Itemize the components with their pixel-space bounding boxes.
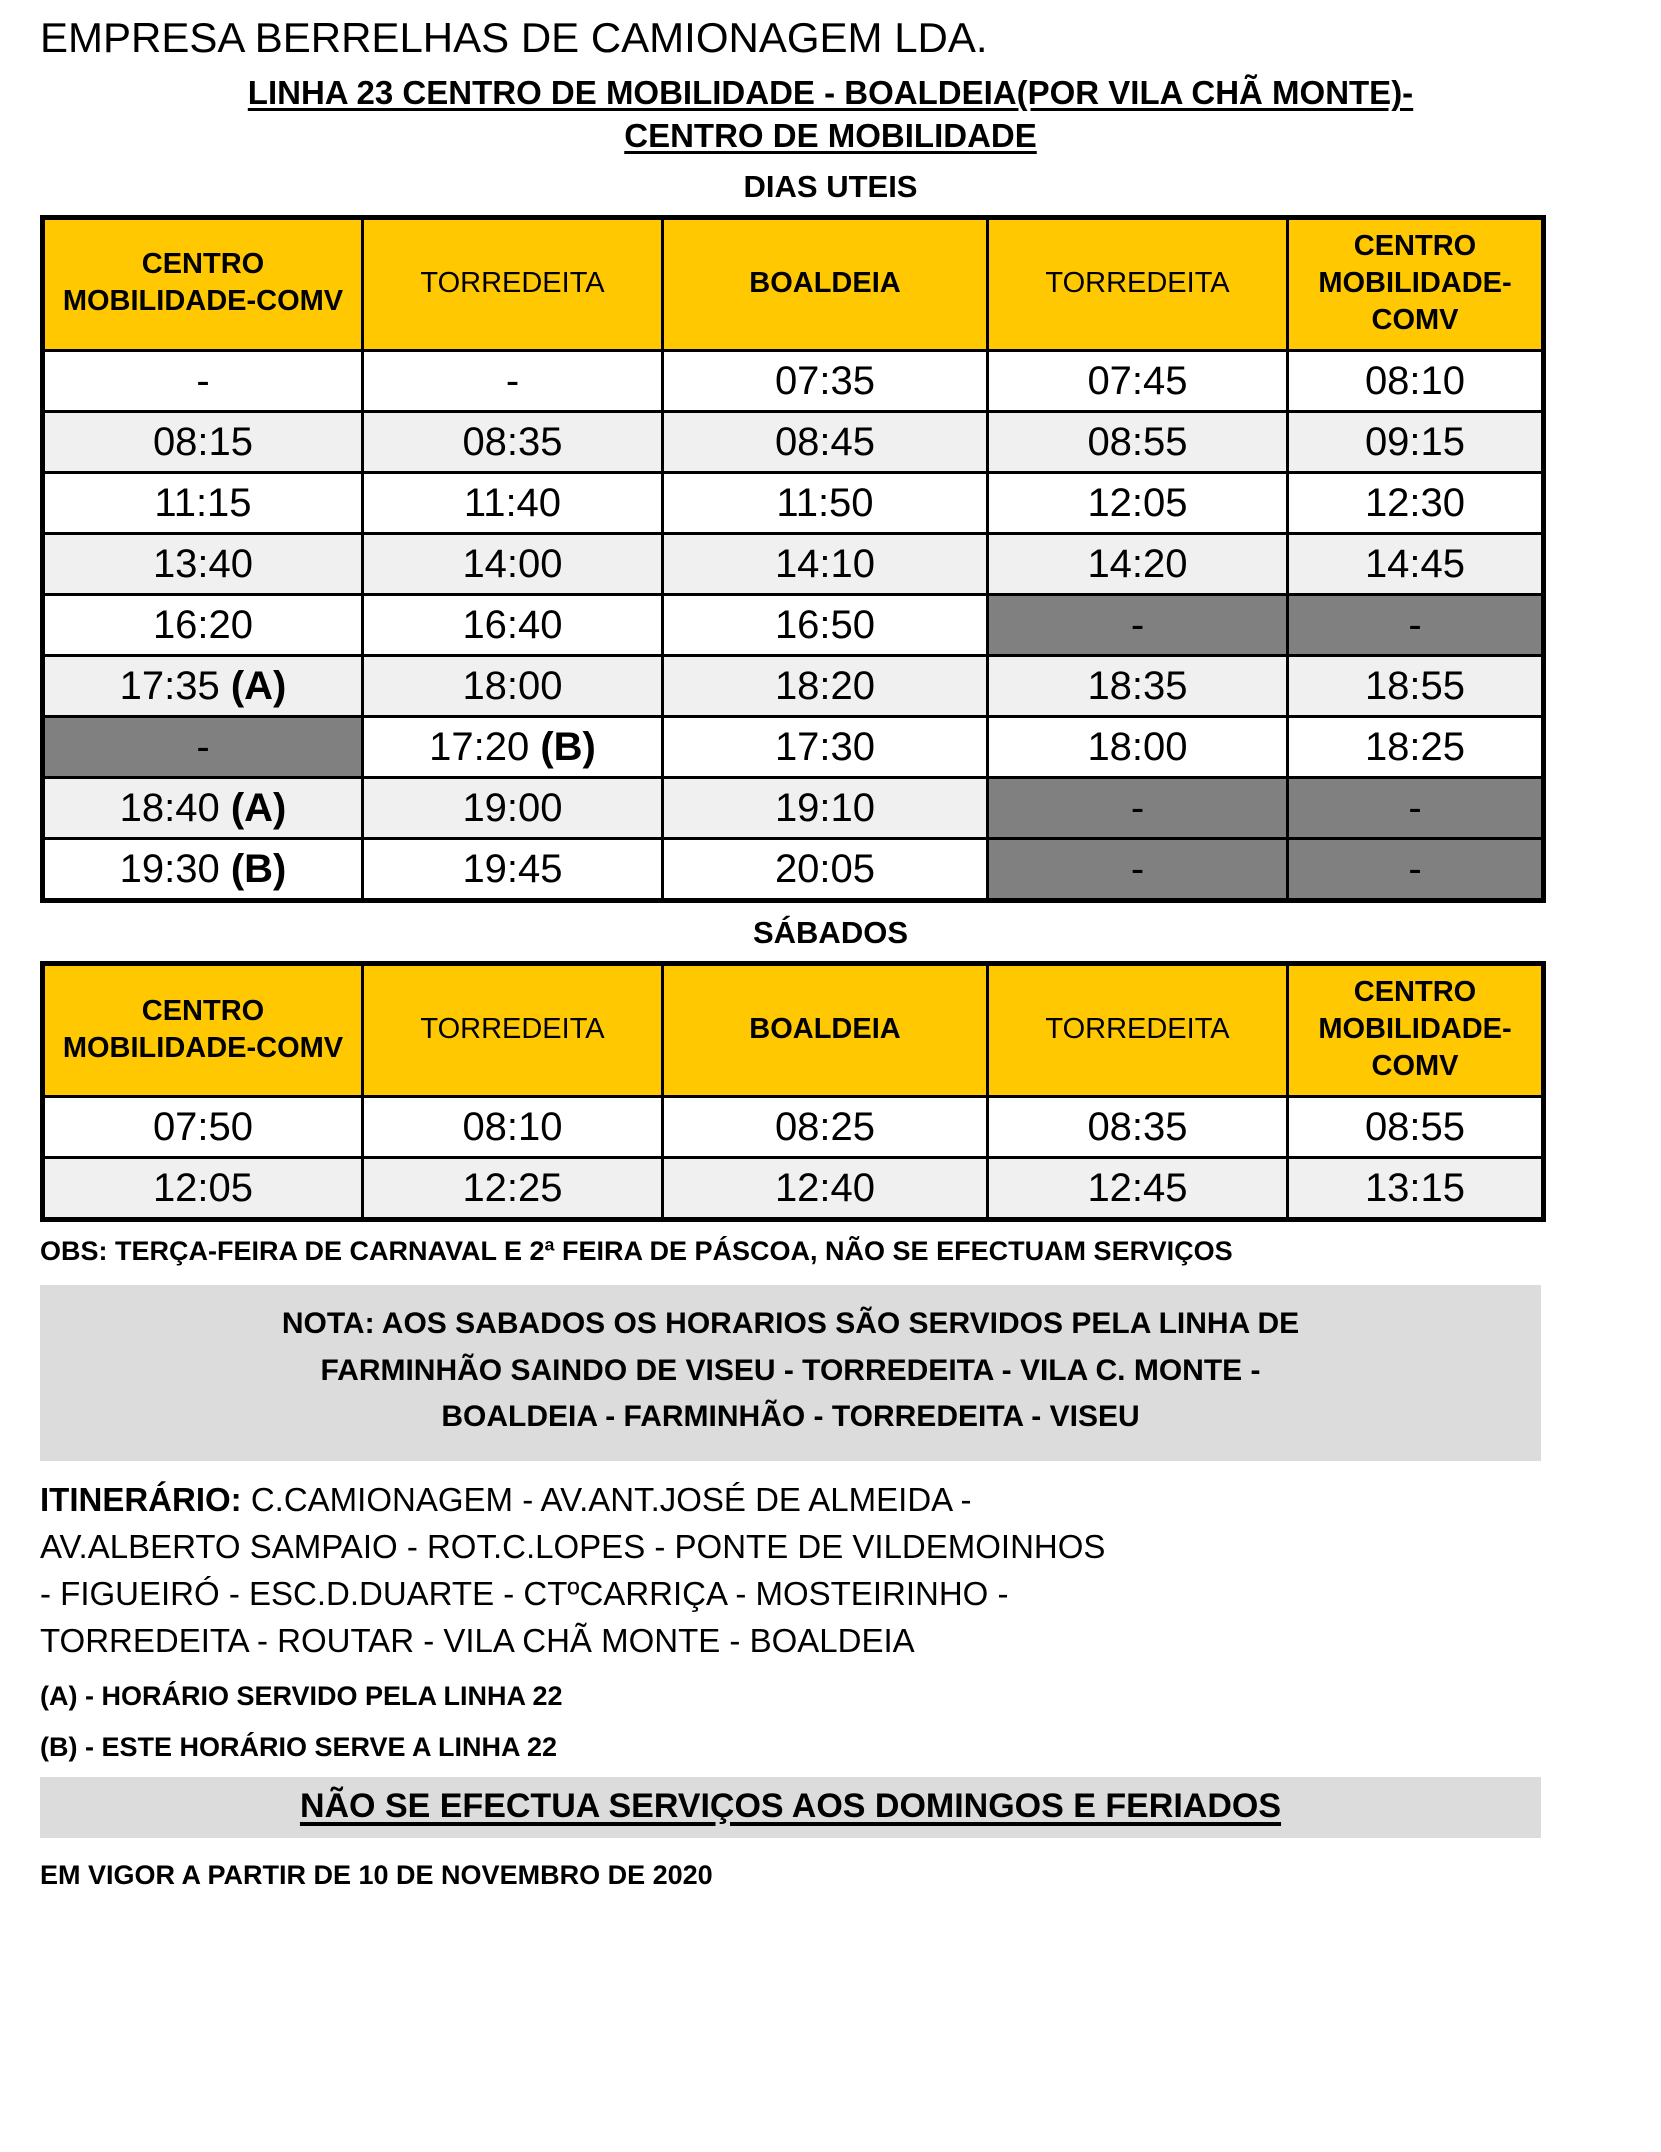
weekday-cell-r7-c0 [43, 778, 363, 839]
weekday-cell-r1-c0: 08:15 [43, 412, 363, 473]
weekday-cell-r7-c2: 19:10 [663, 778, 988, 839]
table-row [43, 656, 1544, 717]
weekday-cell-r7-c3: - [988, 778, 1288, 839]
observation-note: OBS: TERÇA-FEIRA DE CARNAVAL E 2ª FEIRA DE PÁSCOA, NÃO SE EFECTUAM SERVIÇOS [40, 1236, 1233, 1267]
weekday-cell-r5-c4: 18:55 [1288, 656, 1544, 717]
itinerary-line-1 [40, 1477, 1621, 1524]
weekday-cell-r6-c2: 17:30 [663, 717, 988, 778]
nota-block [40, 1285, 1541, 1461]
page-title-line-1: LINHA 23 CENTRO DE MOBILIDADE - BOALDEIA(POR VILA CHÃ MONTE)- [247, 74, 1414, 112]
weekday-cell-r8-c1: 19:45 [363, 839, 663, 901]
weekday-cell-r6-c0: - [43, 717, 363, 778]
weekday-cell-r5-c0 [43, 656, 363, 717]
weekday-cell-r0-c4: 08:10 [1288, 351, 1544, 412]
service-tag: (B) [230, 846, 287, 891]
legend-block [40, 1680, 1621, 1763]
weekday-cell-r8-c0 [43, 839, 363, 901]
weekday-cell-r6-c3: 18:00 [988, 717, 1288, 778]
weekday-column-header-4: CENTRO MOBILIDADE-COMV [1288, 217, 1544, 350]
saturday-cell-r0-c3: 08:35 [988, 1097, 1288, 1158]
weekday-cell-r5-c2: 18:20 [663, 656, 988, 717]
page-title [40, 72, 1621, 156]
table-row [43, 412, 1544, 473]
saturday-cell-r1-c4: 13:15 [1288, 1158, 1544, 1220]
table-row [43, 351, 1544, 412]
weekday-cell-r1-c3: 08:55 [988, 412, 1288, 473]
service-tag: (A) [230, 785, 287, 830]
weekday-cell-r3-c3: 14:20 [988, 534, 1288, 595]
weekday-cell-r5-c3: 18:35 [988, 656, 1288, 717]
weekday-cell-r6-c4: 18:25 [1288, 717, 1544, 778]
weekday-cell-r1-c4: 09:15 [1288, 412, 1544, 473]
weekday-cell-r3-c2: 14:10 [663, 534, 988, 595]
nota-line-2: FARMINHÃO SAINDO DE VISEU - TORREDEITA - VILA C. MONTE - [320, 1353, 1261, 1387]
weekday-column-header-2: BOALDEIA [663, 217, 988, 350]
weekday-cell-r1-c1: 08:35 [363, 412, 663, 473]
saturday-body [43, 1097, 1544, 1220]
saturday-column-header-4: CENTRO MOBILIDADE-COMV [1288, 964, 1544, 1097]
nota-line-3: BOALDEIA - FARMINHÃO - TORREDEITA - VISEU [441, 1400, 1140, 1434]
weekday-cell-r4-c0: 16:20 [43, 595, 363, 656]
itinerary-line-3: - FIGUEIRÓ - ESC.D.DUARTE - CTºCARRIÇA - MOSTEIRINHO - [40, 1574, 1009, 1612]
saturday-cell-r1-c2: 12:40 [663, 1158, 988, 1220]
table-row [43, 778, 1544, 839]
weekday-cell-r4-c2: 16:50 [663, 595, 988, 656]
table-row [43, 839, 1544, 901]
weekday-column-header-1: TORREDEITA [363, 217, 663, 350]
weekday-cell-r3-c0: 13:40 [43, 534, 363, 595]
weekday-cell-r3-c1: 14:00 [363, 534, 663, 595]
weekday-column-header-0: CENTRO MOBILIDADE-COMV [43, 217, 363, 350]
service-tag: (A) [230, 663, 287, 708]
saturday-header-row [43, 964, 1544, 1097]
weekday-cell-r3-c4: 14:45 [1288, 534, 1544, 595]
saturday-column-header-1: TORREDEITA [363, 964, 663, 1097]
weekday-cell-r6-c1 [363, 717, 663, 778]
time-value: 19:30 [119, 846, 231, 891]
weekday-section-label: DIAS UTEIS [743, 168, 918, 204]
weekday-cell-r4-c4: - [1288, 595, 1544, 656]
weekday-body [43, 351, 1544, 901]
weekday-column-header-3: TORREDEITA [988, 217, 1288, 350]
saturday-cell-r0-c2: 08:25 [663, 1097, 988, 1158]
weekday-cell-r8-c2: 20:05 [663, 839, 988, 901]
saturday-cell-r0-c0: 07:50 [43, 1097, 363, 1158]
table-row [43, 1158, 1544, 1220]
weekday-header-row [43, 217, 1544, 350]
weekday-cell-r7-c4: - [1288, 778, 1544, 839]
saturday-cell-r1-c1: 12:25 [363, 1158, 663, 1220]
weekday-cell-r1-c2: 08:45 [663, 412, 988, 473]
validity-text: EM VIGOR A PARTIR DE 10 DE NOVEMBRO DE 2020 [40, 1860, 713, 1891]
table-row [43, 1097, 1544, 1158]
weekday-cell-r4-c1: 16:40 [363, 595, 663, 656]
weekday-cell-r2-c1: 11:40 [363, 473, 663, 534]
time-value: 17:35 [119, 663, 231, 708]
weekday-cell-r0-c2: 07:35 [663, 351, 988, 412]
itinerary-label: ITINERÁRIO: [40, 1480, 242, 1518]
saturday-column-header-3: TORREDEITA [988, 964, 1288, 1097]
legend-note-a: (A) - HORÁRIO SERVIDO PELA LINHA 22 [40, 1681, 563, 1712]
saturday-cell-r1-c3: 12:45 [988, 1158, 1288, 1220]
weekday-cell-r8-c3: - [988, 839, 1288, 901]
weekday-cell-r5-c1: 18:00 [363, 656, 663, 717]
saturday-column-header-2: BOALDEIA [663, 964, 988, 1097]
weekday-cell-r7-c1: 19:00 [363, 778, 663, 839]
itinerary-line-4: TORREDEITA - ROUTAR - VILA CHÃ MONTE - BOALDEIA [40, 1621, 915, 1659]
weekday-cell-r4-c3: - [988, 595, 1288, 656]
weekday-cell-r0-c0: - [43, 351, 363, 412]
weekday-cell-r2-c2: 11:50 [663, 473, 988, 534]
sunday-notice-text: NÃO SE EFECTUA SERVIÇOS AOS DOMINGOS E FERIADOS [299, 1787, 1282, 1826]
saturday-timetable [40, 961, 1546, 1222]
company-name: EMPRESA BERRELHAS DE CAMIONAGEM LDA. [40, 14, 988, 61]
time-value: 17:20 [429, 724, 541, 769]
weekday-cell-r8-c4: - [1288, 839, 1544, 901]
page-title-line-2: CENTRO DE MOBILIDADE [624, 116, 1037, 154]
weekday-cell-r0-c1: - [363, 351, 663, 412]
legend-note-b: (B) - ESTE HORÁRIO SERVE A LINHA 22 [40, 1731, 558, 1762]
service-tag: (B) [540, 724, 596, 769]
itinerary-text-1: C.CAMIONAGEM - AV.ANT.JOSÉ DE ALMEIDA - [241, 1480, 972, 1518]
table-row [43, 595, 1544, 656]
weekday-timetable [40, 215, 1546, 903]
saturday-cell-r1-c0: 12:05 [43, 1158, 363, 1220]
table-row [43, 534, 1544, 595]
weekday-cell-r2-c3: 12:05 [988, 473, 1288, 534]
weekday-cell-r2-c4: 12:30 [1288, 473, 1544, 534]
time-value: 18:40 [119, 785, 231, 830]
table-row [43, 717, 1544, 778]
weekday-cell-r2-c0: 11:15 [43, 473, 363, 534]
saturday-cell-r0-c4: 08:55 [1288, 1097, 1544, 1158]
itinerary-block [40, 1477, 1621, 1664]
saturday-column-header-0: CENTRO MOBILIDADE-COMV [43, 964, 363, 1097]
itinerary-line-2: AV.ALBERTO SAMPAIO - ROT.C.LOPES - PONTE DE VILDEMOINHOS [40, 1527, 1106, 1565]
sunday-notice-banner [40, 1777, 1541, 1838]
saturday-cell-r0-c1: 08:10 [363, 1097, 663, 1158]
weekday-cell-r0-c3: 07:45 [988, 351, 1288, 412]
saturday-section-label: SÁBADOS [752, 915, 908, 951]
table-row [43, 473, 1544, 534]
nota-line-1: NOTA: AOS SABADOS OS HORARIOS SÃO SERVIDOS PELA LINHA DE [281, 1307, 1300, 1341]
